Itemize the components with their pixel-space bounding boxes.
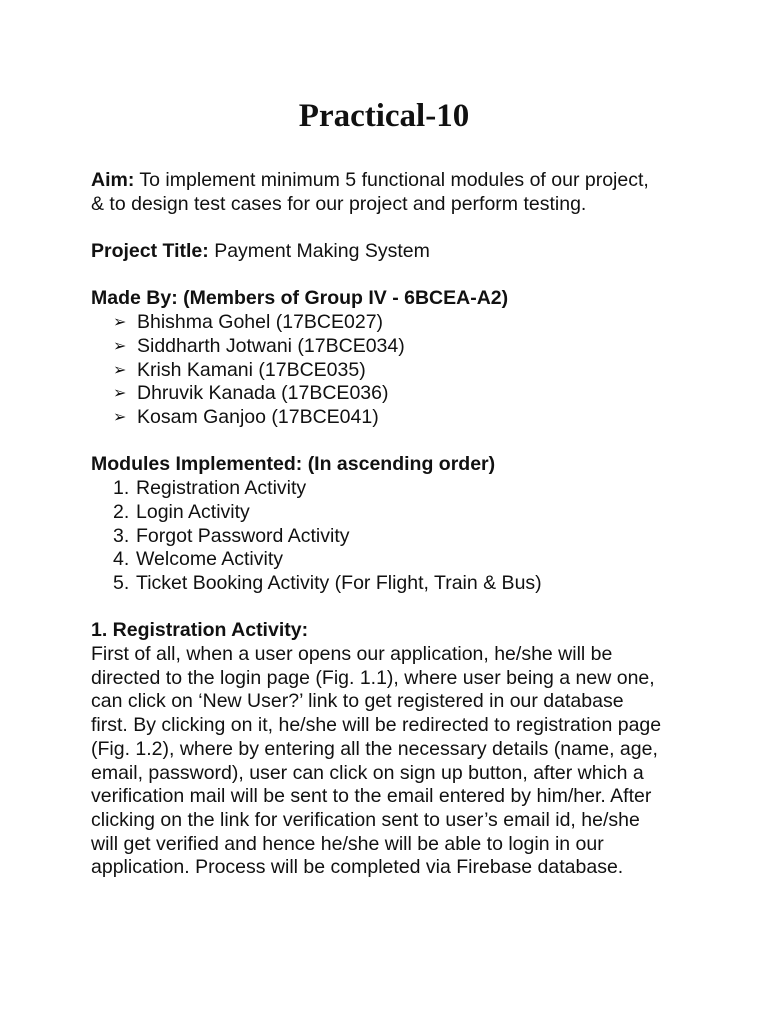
section-heading: 1. Registration Activity: (91, 619, 309, 642)
paragraph-line: application. Process will be completed via Firebase database. (91, 856, 624, 879)
aim-line: To implement minimum 5 functional modules of our project, (139, 169, 649, 191)
list-item (91, 335, 691, 359)
member-name: Krish Kamani (17BCE035) (137, 358, 366, 381)
project-title-paragraph (91, 240, 691, 264)
paragraph-line: clicking on the link for verification sent to user’s email id, he/she (91, 808, 640, 831)
modules-heading: Modules Implemented: (In ascending order) (91, 453, 496, 476)
member-name: Bhishma Gohel (17BCE027) (137, 311, 384, 334)
aim-paragraph (91, 169, 691, 216)
list-item (91, 382, 691, 406)
arrow-bullet-icon: ➢ (113, 361, 127, 379)
list-item (91, 572, 691, 596)
list-item (91, 311, 691, 335)
list-item (91, 359, 691, 383)
module-name: Login Activity (136, 500, 250, 523)
page-title: Practical-10 (298, 98, 470, 134)
member-name: Dhruvik Kanada (17BCE036) (137, 382, 389, 405)
module-name: Forgot Password Activity (136, 524, 350, 547)
module-number: 4. (113, 548, 130, 571)
module-number: 2. (113, 500, 130, 523)
module-name: Ticket Booking Activity (For Flight, Train & Bus) (136, 571, 542, 594)
module-list (91, 477, 691, 596)
list-item (91, 525, 691, 549)
module-name: Welcome Activity (136, 548, 284, 571)
paragraph-line: (Fig. 1.2), where by entering all the necessary details (name, age, (91, 737, 658, 760)
paragraph-line: email, password), user can click on sign up button, after which a (91, 761, 644, 784)
arrow-bullet-icon: ➢ (113, 337, 127, 355)
module-number: 5. (113, 571, 130, 594)
module-name: Registration Activity (136, 477, 307, 500)
module-number: 3. (113, 524, 130, 547)
paragraph-line: First of all, when a user opens our application, he/she will be (91, 643, 613, 665)
member-name: Kosam Ganjoo (17BCE041) (137, 406, 379, 428)
member-name: Siddharth Jotwani (17BCE034) (137, 334, 405, 357)
list-item (91, 501, 691, 525)
member-list (91, 311, 691, 430)
list-item (91, 477, 691, 501)
arrow-bullet-icon: ➢ (113, 385, 127, 403)
project-title-value: Payment Making System (214, 240, 430, 263)
paragraph-line: will get verified and hence he/she will be able to login in our (91, 832, 604, 855)
paragraph-line: verification mail will be sent to the email entered by him/her. After (91, 785, 652, 808)
arrow-bullet-icon: ➢ (113, 409, 127, 426)
aim-label: Aim: (91, 169, 135, 191)
arrow-bullet-icon: ➢ (113, 314, 127, 332)
list-item (91, 548, 691, 572)
paragraph-line: directed to the login page (Fig. 1.1), where user being a new one, (91, 666, 655, 689)
paragraph-line: first. By clicking on it, he/she will be redirected to registration page (91, 714, 662, 737)
section-paragraph (91, 643, 691, 880)
document-body (91, 169, 691, 880)
module-number: 1. (113, 477, 130, 500)
aim-line: & to design test cases for our project and perform testing. (91, 192, 587, 215)
project-title-label: Project Title: (91, 240, 209, 263)
paragraph-line: can click on ‘New User?’ link to get registered in our database (91, 690, 624, 713)
list-item (91, 406, 691, 430)
made-by-heading: Made By: (Members of Group IV - 6BCEA-A2) (91, 287, 509, 310)
